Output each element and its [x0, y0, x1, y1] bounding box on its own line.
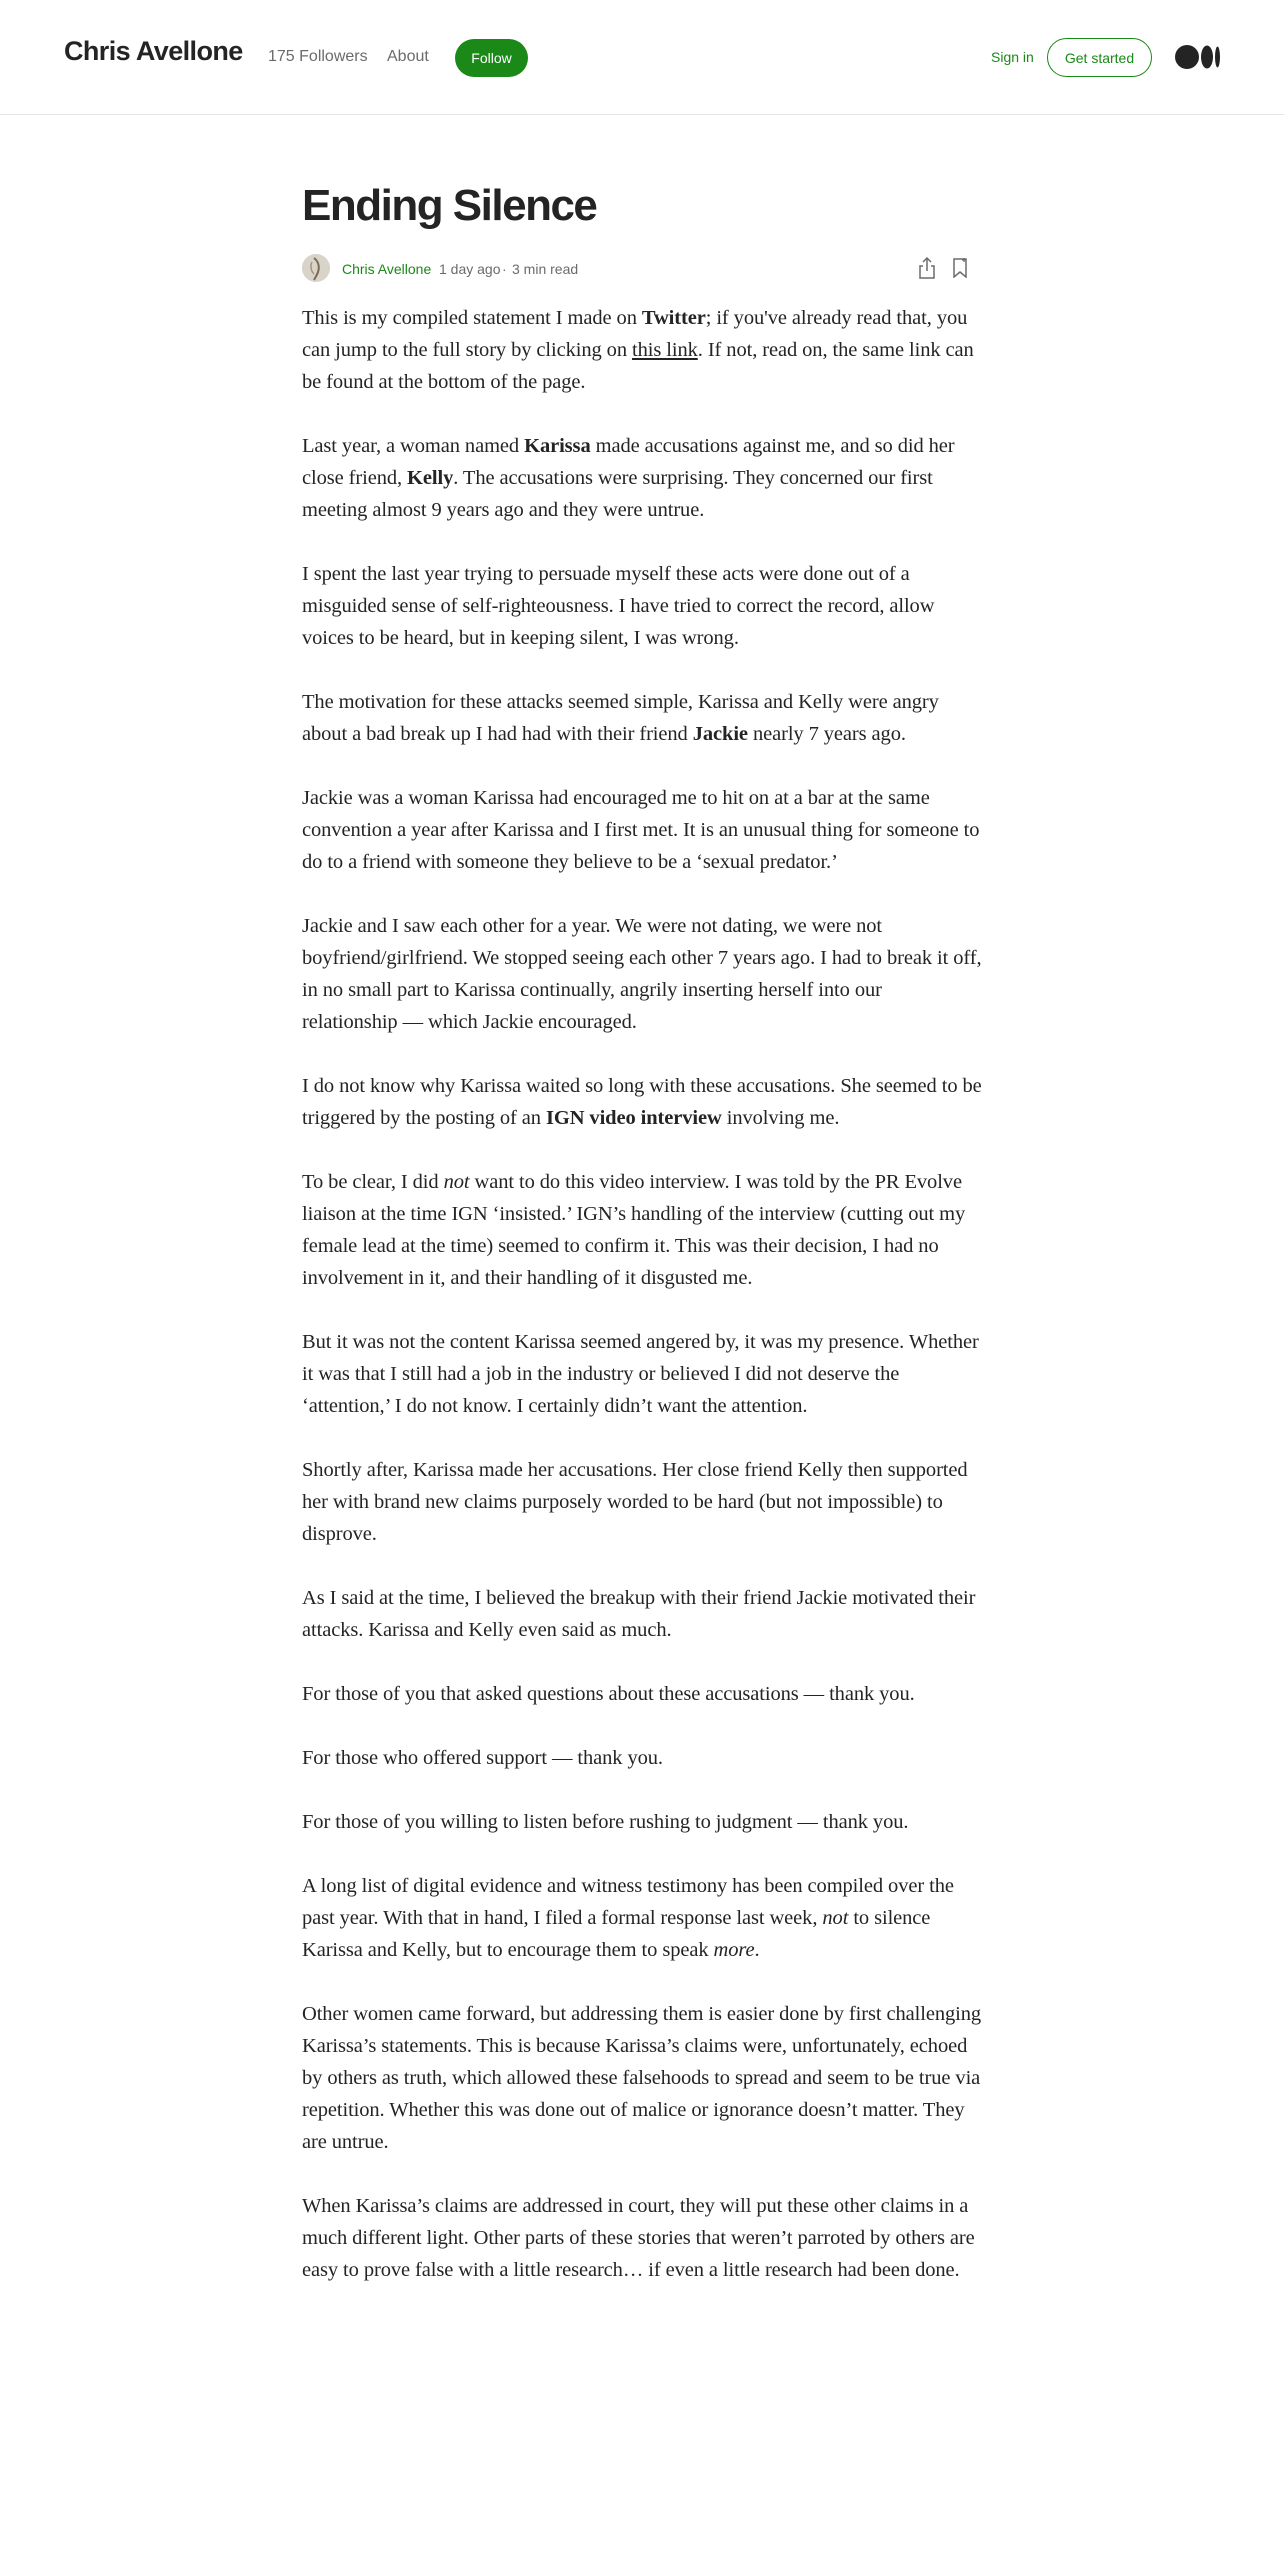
avatar-image [302, 254, 330, 282]
text-run: want to do this video interview. I was told by the PR Evolve liaison at the time IGN ‘insisted.’ IGN’s handling of the interview (cutting out my female lead at the time) seemed to confirm it. This was their decision, I had no involvement in it, and their handling of it disgusted me. [302, 1171, 966, 1289]
text-run: . If not, read on, the same link can be found at the bottom of the page. [302, 339, 974, 393]
top-bar [0, 0, 1284, 115]
text-run: involving me. [721, 1107, 840, 1129]
article-title: Ending Silence [302, 181, 597, 230]
twitter-link[interactable]: Twitter [641, 307, 706, 329]
text-run: . The accusations were surprising. They concerned our first meeting almost 9 years ago and they were untrue. [302, 467, 933, 521]
emphasis-text: more [713, 1939, 755, 1961]
text-run: I do not know why Karissa waited so long with these accusations. She seemed to be triggered by the posting of an [302, 1075, 982, 1129]
bold-name-jackie: Jackie [692, 723, 748, 745]
publish-time: 1 day ago [439, 261, 501, 277]
text-run: A long list of digital evidence and witness testimony has been compiled over the past year. With that in hand, I filed a formal response last week, [302, 1875, 954, 1929]
text-run: nearly 7 years ago. [747, 723, 906, 745]
article-meta [302, 252, 982, 286]
author-name-header[interactable]: Chris Avellone [64, 36, 243, 66]
meta-author-link[interactable]: Chris Avellone [342, 261, 432, 277]
followers-count[interactable]: 175 Followers [268, 48, 368, 65]
medium-logo-icon[interactable] [1175, 45, 1221, 69]
about-link[interactable]: About [387, 48, 429, 65]
paragraph-6: Jackie and I saw each other for a year. We were not dating, we were not boyfriend/girlfriend. We stopped seeing each other 7 years ago. I had to break it off, in no small part to Karissa continually, angrily inserting herself into our relationship — which Jackie encouraged. [302, 915, 982, 1033]
meta-separator: · [502, 261, 507, 277]
paragraph-4 [302, 686, 982, 750]
ign-interview-link[interactable]: IGN video interview [545, 1107, 722, 1129]
paragraph-3: I spent the last year trying to persuade myself these acts were done out of a misguided sense of self-righteousness. I have tried to correct the record, allow voices to be heard, but in keeping silent, I was wrong. [302, 563, 935, 649]
bold-name-karissa: Karissa [524, 435, 591, 457]
paragraph-11: As I said at the time, I believed the breakup with their friend Jackie motivated their attacks. Karissa and Kelly even said as much. [302, 1587, 976, 1641]
paragraph-14: For those of you willing to listen before rushing to judgment — thank you. [302, 1811, 909, 1833]
paragraph-1 [302, 302, 982, 398]
text-run: Last year, a woman named [302, 435, 525, 457]
emphasis-text: not [822, 1907, 849, 1929]
paragraph-17: When Karissa’s claims are addressed in court, they will put these other claims in a much different light. Other parts of these stories that weren’t parroted by others are easy to prove false with a little research… if even a little research had been done. [302, 2195, 975, 2281]
paragraph-13: For those who offered support — thank you. [302, 1747, 663, 1769]
paragraph-10: Shortly after, Karissa made her accusations. Her close friend Kelly then supported her with brand new claims purposely worded to be hard (but not impossible) to disprove. [302, 1459, 968, 1545]
get-started-button[interactable]: Get started [1047, 38, 1152, 77]
text-run: This is my compiled statement I made on [302, 307, 642, 329]
article-body [302, 302, 982, 2286]
text-run: made accusations against me, and so did her close friend, [302, 435, 955, 489]
emphasis-text: not [443, 1171, 470, 1193]
text-run: The motivation for these attacks seemed simple, Karissa and Kelly were angry about a bad break up I had had with their friend [302, 691, 939, 745]
text-run: . [754, 1939, 760, 1961]
paragraph-9: But it was not the content Karissa seemed angered by, it was my presence. Whether it was that I still had a job in the industry or believed I did not deserve the ‘attention,’ I do not know. I certainly didn’t want the attention. [302, 1331, 979, 1417]
paragraph-7 [302, 1070, 982, 1134]
paragraph-5: Jackie was a woman Karissa had encouraged me to hit on at a bar at the same convention a year after Karissa and I first met. It is an unusual thing for someone to do to a friend with someone they believe to be a ‘sexual predator.’ [302, 787, 980, 873]
paragraph-8 [302, 1166, 982, 1294]
text-run: to silence Karissa and Kelly, but to encourage them to speak [302, 1907, 931, 1961]
text-run: To be clear, I did [302, 1171, 444, 1193]
read-time: 3 min read [512, 261, 579, 277]
paragraph-2 [302, 430, 982, 526]
text-run: ; if you've already read that, you can jump to the full story by clicking on [302, 307, 968, 361]
paragraph-12: For those of you that asked questions about these accusations — thank you. [302, 1683, 915, 1705]
bookmark-icon[interactable] [952, 258, 968, 278]
bold-name-kelly: Kelly [407, 467, 454, 489]
paragraph-16: Other women came forward, but addressing them is easier done by first challenging Karissa’s statements. This is because Karissa’s claims were, unfortunately, echoed by others as truth, which allowed these falsehoods to spread and seem to be true via repetition. Whether this was done out of malice or ignorance doesn’t matter. They are untrue. [302, 2003, 982, 2153]
full-story-link[interactable]: this link [632, 339, 698, 361]
article [302, 178, 982, 2318]
author-avatar[interactable] [302, 254, 330, 282]
share-icon[interactable] [916, 256, 938, 280]
sign-in-link[interactable]: Sign in [991, 49, 1034, 65]
follow-button[interactable]: Follow [455, 39, 528, 77]
paragraph-15 [302, 1870, 982, 1966]
